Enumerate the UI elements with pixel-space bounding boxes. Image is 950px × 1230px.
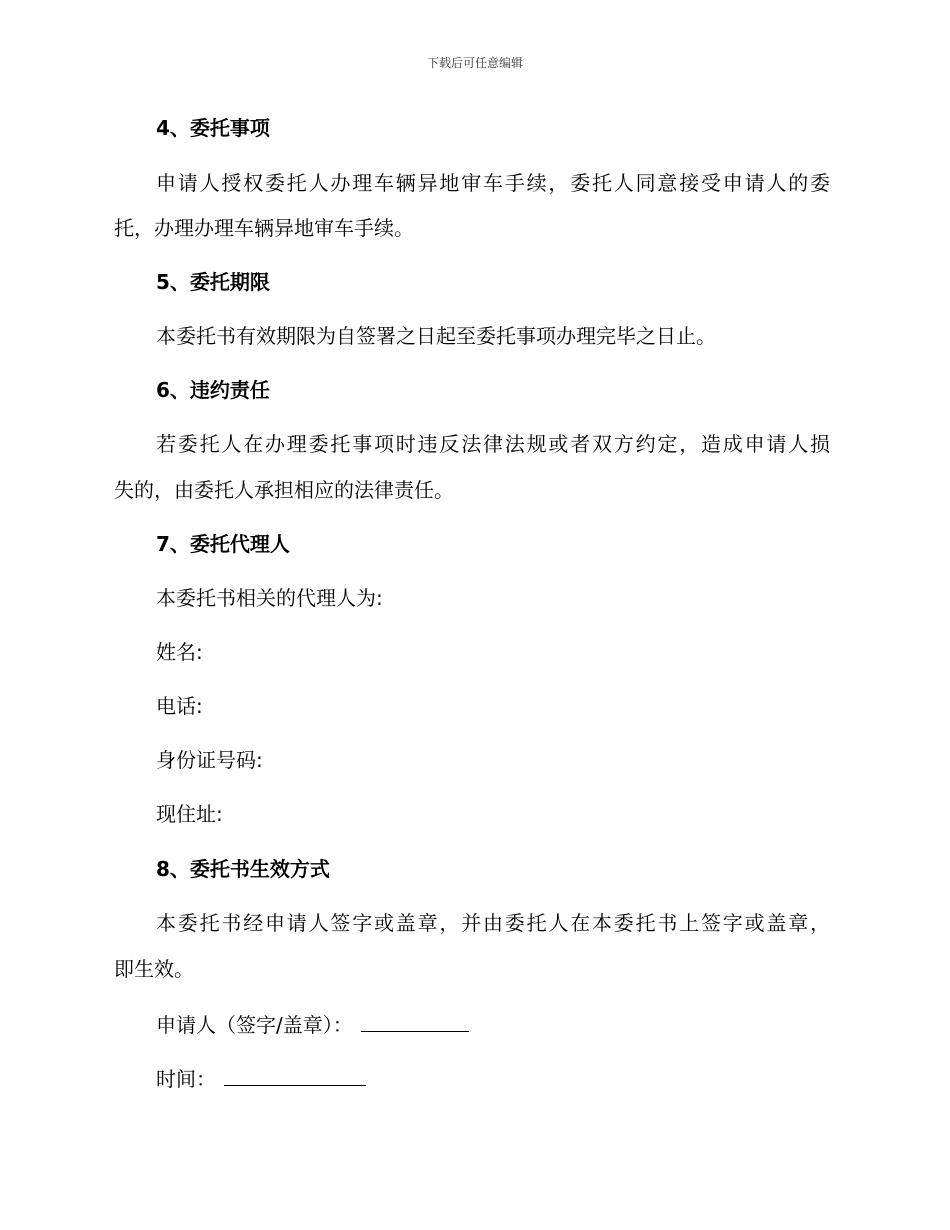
section-8-paragraph-line1: 本委托书经申请人签字或盖章，并由委托人在本委托书上签字或盖章，: [156, 911, 830, 935]
section-6-title: 6、违约责任: [156, 378, 270, 402]
section-5-paragraph: 本委托书有效期限为自签署之日起至委托事项办理完毕之日止。: [156, 324, 716, 348]
section-6-paragraph-line1: 若委托人在办理委托事项时违反法律法规或者双方约定，造成申请人损: [156, 432, 830, 456]
section-4-paragraph-line2: 托，办理办理车辆异地审车手续。: [114, 216, 414, 240]
section-8-paragraph-line2: 即生效。: [114, 957, 194, 981]
section-7-title: 7、委托代理人: [156, 532, 290, 556]
section-5-title: 5、委托期限: [156, 270, 270, 294]
agent-id-number-label: 身份证号码:: [156, 748, 263, 772]
section-4-paragraph-line1: 申请人授权委托人办理车辆异地审车手续，委托人同意接受申请人的委: [156, 171, 830, 195]
agent-address-label: 现住址:: [156, 802, 223, 826]
time-row: [156, 1063, 830, 1093]
section-4-title: 4、委托事项: [156, 116, 270, 140]
section-7-intro: 本委托书相关的代理人为:: [156, 586, 383, 610]
section-8-title: 8、委托书生效方式: [156, 857, 330, 881]
applicant-signature-blank: [361, 1009, 469, 1032]
page-header: 下载后可任意编辑: [426, 56, 523, 70]
applicant-signature-label: 申请人（签字/盖章）：: [156, 1013, 353, 1037]
time-blank: [224, 1063, 366, 1086]
applicant-signature-row: [156, 1009, 830, 1039]
section-6-paragraph-line2: 失的，由委托人承担相应的法律责任。: [114, 478, 454, 502]
agent-name-label: 姓名:: [156, 640, 203, 664]
agent-phone-label: 电话:: [156, 694, 203, 718]
time-label: 时间：: [156, 1067, 216, 1091]
